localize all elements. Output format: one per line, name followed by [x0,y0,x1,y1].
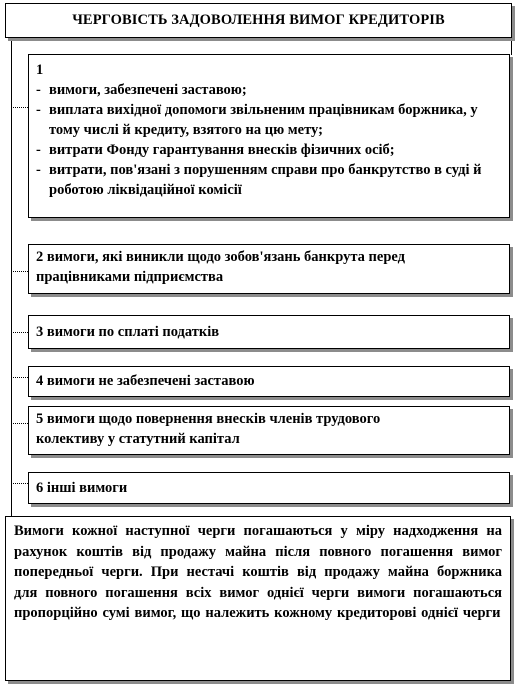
queue-6-box [28,472,510,504]
queue-1-item: - вимоги, забезпечені заставою; [36,80,502,100]
queue-3-text: 3 вимоги по сплаті податків [36,324,220,340]
queue-5-box [28,406,510,455]
queue-1-box [28,54,510,218]
queue-1-item: - витрати, пов'язані з порушенням справи про банкрутство в суді й роботою ліквідаційної комісії [36,160,502,200]
queue-1-number: 1 [36,62,44,78]
queue-4-box [28,366,510,397]
queue-1-item: - витрати Фонду гарантування внесків фізичних осіб; [36,140,502,160]
queue-1-list [36,80,502,200]
queue-2-text-line1: 2 вимоги, які виникли щодо зобов'язань банкрута перед [36,249,405,265]
queue-4-text: 4 вимоги не забезпечені заставою [36,373,255,389]
diagram-title: ЧЕРГОВІСТЬ ЗАДОВОЛЕННЯ ВИМОГ КРЕДИТОРІВ [5,3,512,38]
connector-q5 [11,423,28,424]
connector-trunk [11,37,12,518]
queue-5-text-line1: 5 вимоги щодо повернення внесків членів трудового [36,411,381,427]
queue-6-text: 6 інші вимоги [36,480,128,496]
connector-q6 [11,483,28,484]
repayment-rule-note: Вимоги кожної наступної черги погашаються у міру надходження на рахунок коштів від продажу майна після повного погашення вимог попередньої черги. При нестачі коштів від продажу майна боржника для повного погашення всіх вимог однієї черги вимоги погашаються пропорційно сумі вимог, що належить кожному кредиторові однієї черги [5,516,511,681]
queue-1-item: - виплата вихідної допомоги звільненим працівникам боржника, у тому числі й кредиту, взятого на цю мету; [36,100,502,140]
queue-2-text-line2: працівниками підприємства [36,269,224,285]
queue-3-box [28,315,510,349]
connector-q1 [11,107,28,108]
connector-q4 [11,377,28,378]
queue-5-text-line2: колективу у статутний капітал [36,431,240,447]
connector-q3 [11,332,28,333]
connector-q2 [11,271,28,272]
queue-2-box [28,244,510,294]
